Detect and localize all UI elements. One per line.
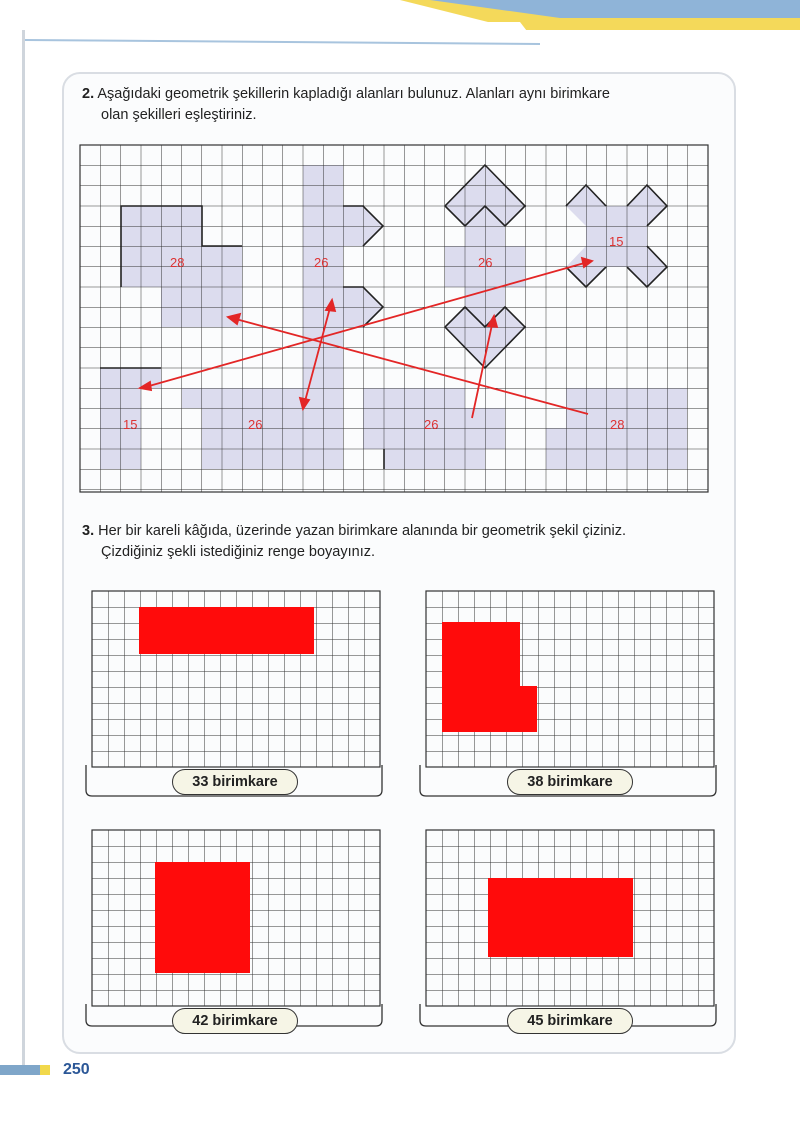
footer-accent [0, 1065, 40, 1075]
question-text-line1: Her bir kareli kâğıda, üzerinde yazan birimkare alanında bir geometrik şekil çiziniz. [98, 523, 626, 539]
shape-label: 28 [170, 255, 185, 270]
grid-38 [420, 591, 716, 796]
question-text-line2: Çizdiğiniz şekli istediğiniz renge boyayınız. [101, 544, 376, 560]
shape-label: 26 [314, 255, 329, 270]
shape-label: 15 [123, 417, 138, 432]
grid-42 [86, 830, 382, 1026]
question-number: 2. [82, 86, 95, 102]
grid-33 [86, 591, 382, 796]
shape-label: 26 [424, 417, 439, 432]
shape-label: 26 [478, 255, 493, 270]
area-label-38: 38 birimkare [507, 769, 633, 795]
area-label-45: 45 birimkare [507, 1008, 633, 1034]
shape-label: 26 [248, 417, 263, 432]
shape-label: 15 [609, 234, 624, 249]
question-text-line1: Aşağıdaki geometrik şekillerin kapladığı alanları bulunuz. Alanları aynı birimkare [97, 86, 610, 102]
area-label-42: 42 birimkare [172, 1008, 298, 1034]
question-text-line2: olan şekilleri eşleştiriniz. [101, 107, 257, 123]
red-rectangle [139, 607, 314, 654]
page-number: 250 [63, 1061, 90, 1078]
area-label-33: 33 birimkare [172, 769, 298, 795]
question-number: 3. [82, 523, 95, 539]
red-rectangle [488, 878, 633, 957]
red-rectangle [155, 862, 250, 973]
shape-label: 28 [610, 417, 625, 432]
footer-accent-yellow [40, 1065, 50, 1075]
grid-45 [420, 830, 716, 1026]
